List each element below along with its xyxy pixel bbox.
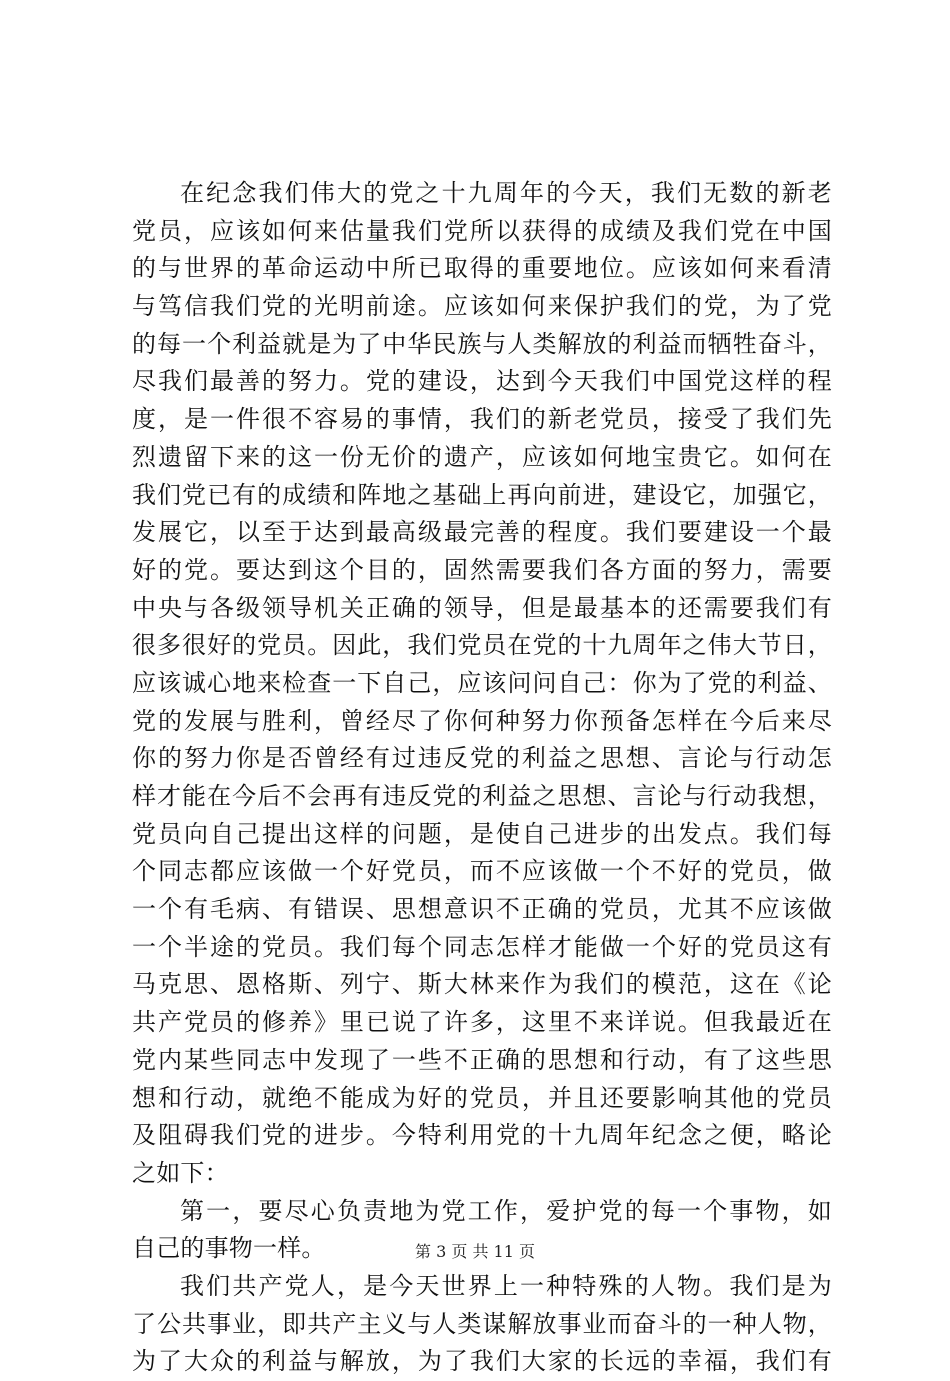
- text-line: 党员，应该如何来估量我们党所以获得的成绩及我们党在中国: [132, 216, 832, 245]
- page-footer: 第 3 页 共 11 页: [415, 1242, 535, 1261]
- text-line: 了公共事业，即共产主义与人类谋解放事业而奋斗的一种人物，: [132, 1309, 832, 1338]
- text-line: 第一，要尽心负责地为党工作，爱护党的每一个事物，如: [180, 1196, 832, 1225]
- text-line: 好的党。要达到这个目的，固然需要我们各方面的努力，需要: [132, 555, 832, 584]
- text-line: 尽我们最善的努力。党的建设，达到今天我们中国党这样的程: [132, 367, 832, 396]
- text-line: 之如下：: [132, 1158, 229, 1187]
- text-line: 我们党已有的成绩和阵地之基础上再向前进，建设它，加强它，: [132, 480, 832, 509]
- text-line: 样才能在今后不会再有违反党的利益之思想、言论与行动我想，: [132, 782, 832, 810]
- text-line: 党员向自己提出这样的问题，是使自己进步的出发点。我们每: [132, 819, 832, 848]
- text-line: 党的发展与胜利，曾经尽了你何种努力你预备怎样在今后来尽: [132, 706, 832, 735]
- text-line: 想和行动，就绝不能成为好的党员，并且还要影响其他的党员: [132, 1083, 832, 1112]
- text-line: 中央与各级领导机关正确的领导，但是最基本的还需要我们有: [132, 593, 832, 622]
- text-line: 发展它，以至于达到最高级最完善的程度。我们要建设一个最: [132, 518, 832, 547]
- text-line: 度，是一件很不容易的事情，我们的新老党员，接受了我们先: [132, 405, 832, 434]
- text-line: 的每一个利益就是为了中华民族与人类解放的利益而牺牲奋斗，: [132, 329, 832, 358]
- document-body: [132, 175, 832, 1381]
- text-line: 共产党员的修养》里已说了许多，这里不来详说。但我最近在: [132, 1008, 832, 1037]
- text-line: 马克思、恩格斯、列宁、斯大林来作为我们的模范，这在《论: [132, 970, 832, 999]
- text-line: 很多很好的党员。因此，我们党员在党的十九周年之伟大节日，: [132, 631, 832, 660]
- text-line: 在纪念我们伟大的党之十九周年的今天，我们无数的新老: [180, 179, 832, 207]
- text-line: 个同志都应该做一个好党员，而不应该做一个不好的党员，做: [132, 857, 832, 886]
- text-line: 烈遗留下来的这一份无价的遗产，应该如何地宝贵它。如何在: [132, 442, 832, 471]
- text-line: 一个有毛病、有错误、思想意识不正确的党员，尤其不应该做: [132, 895, 832, 924]
- text-line: 你的努力你是否曾经有过违反党的利益之思想、言论与行动怎: [132, 744, 832, 773]
- text-line: 的与世界的革命运动中所已取得的重要地位。应该如何来看清: [132, 254, 832, 283]
- text-line: 及阻碍我们党的进步。今特利用党的十九周年纪念之便，略论: [132, 1121, 832, 1150]
- text-line: 与笃信我们党的光明前途。应该如何来保护我们的党，为了党: [132, 292, 832, 321]
- text-line: 党内某些同志中发现了一些不正确的思想和行动，有了这些思: [132, 1045, 832, 1074]
- text-line: 应该诚心地来检查一下自己，应该问问自己：你为了党的利益、: [132, 668, 832, 697]
- text-line: 自己的事物一样。: [132, 1234, 326, 1263]
- text-line: 一个半途的党员。我们每个同志怎样才能做一个好的党员这有: [132, 932, 832, 961]
- text-line: 我们共产党人，是今天世界上一种特殊的人物。我们是为: [180, 1271, 832, 1300]
- text-line: 为了大众的利益与解放，为了我们大家的长远的幸福，我们有: [132, 1347, 832, 1376]
